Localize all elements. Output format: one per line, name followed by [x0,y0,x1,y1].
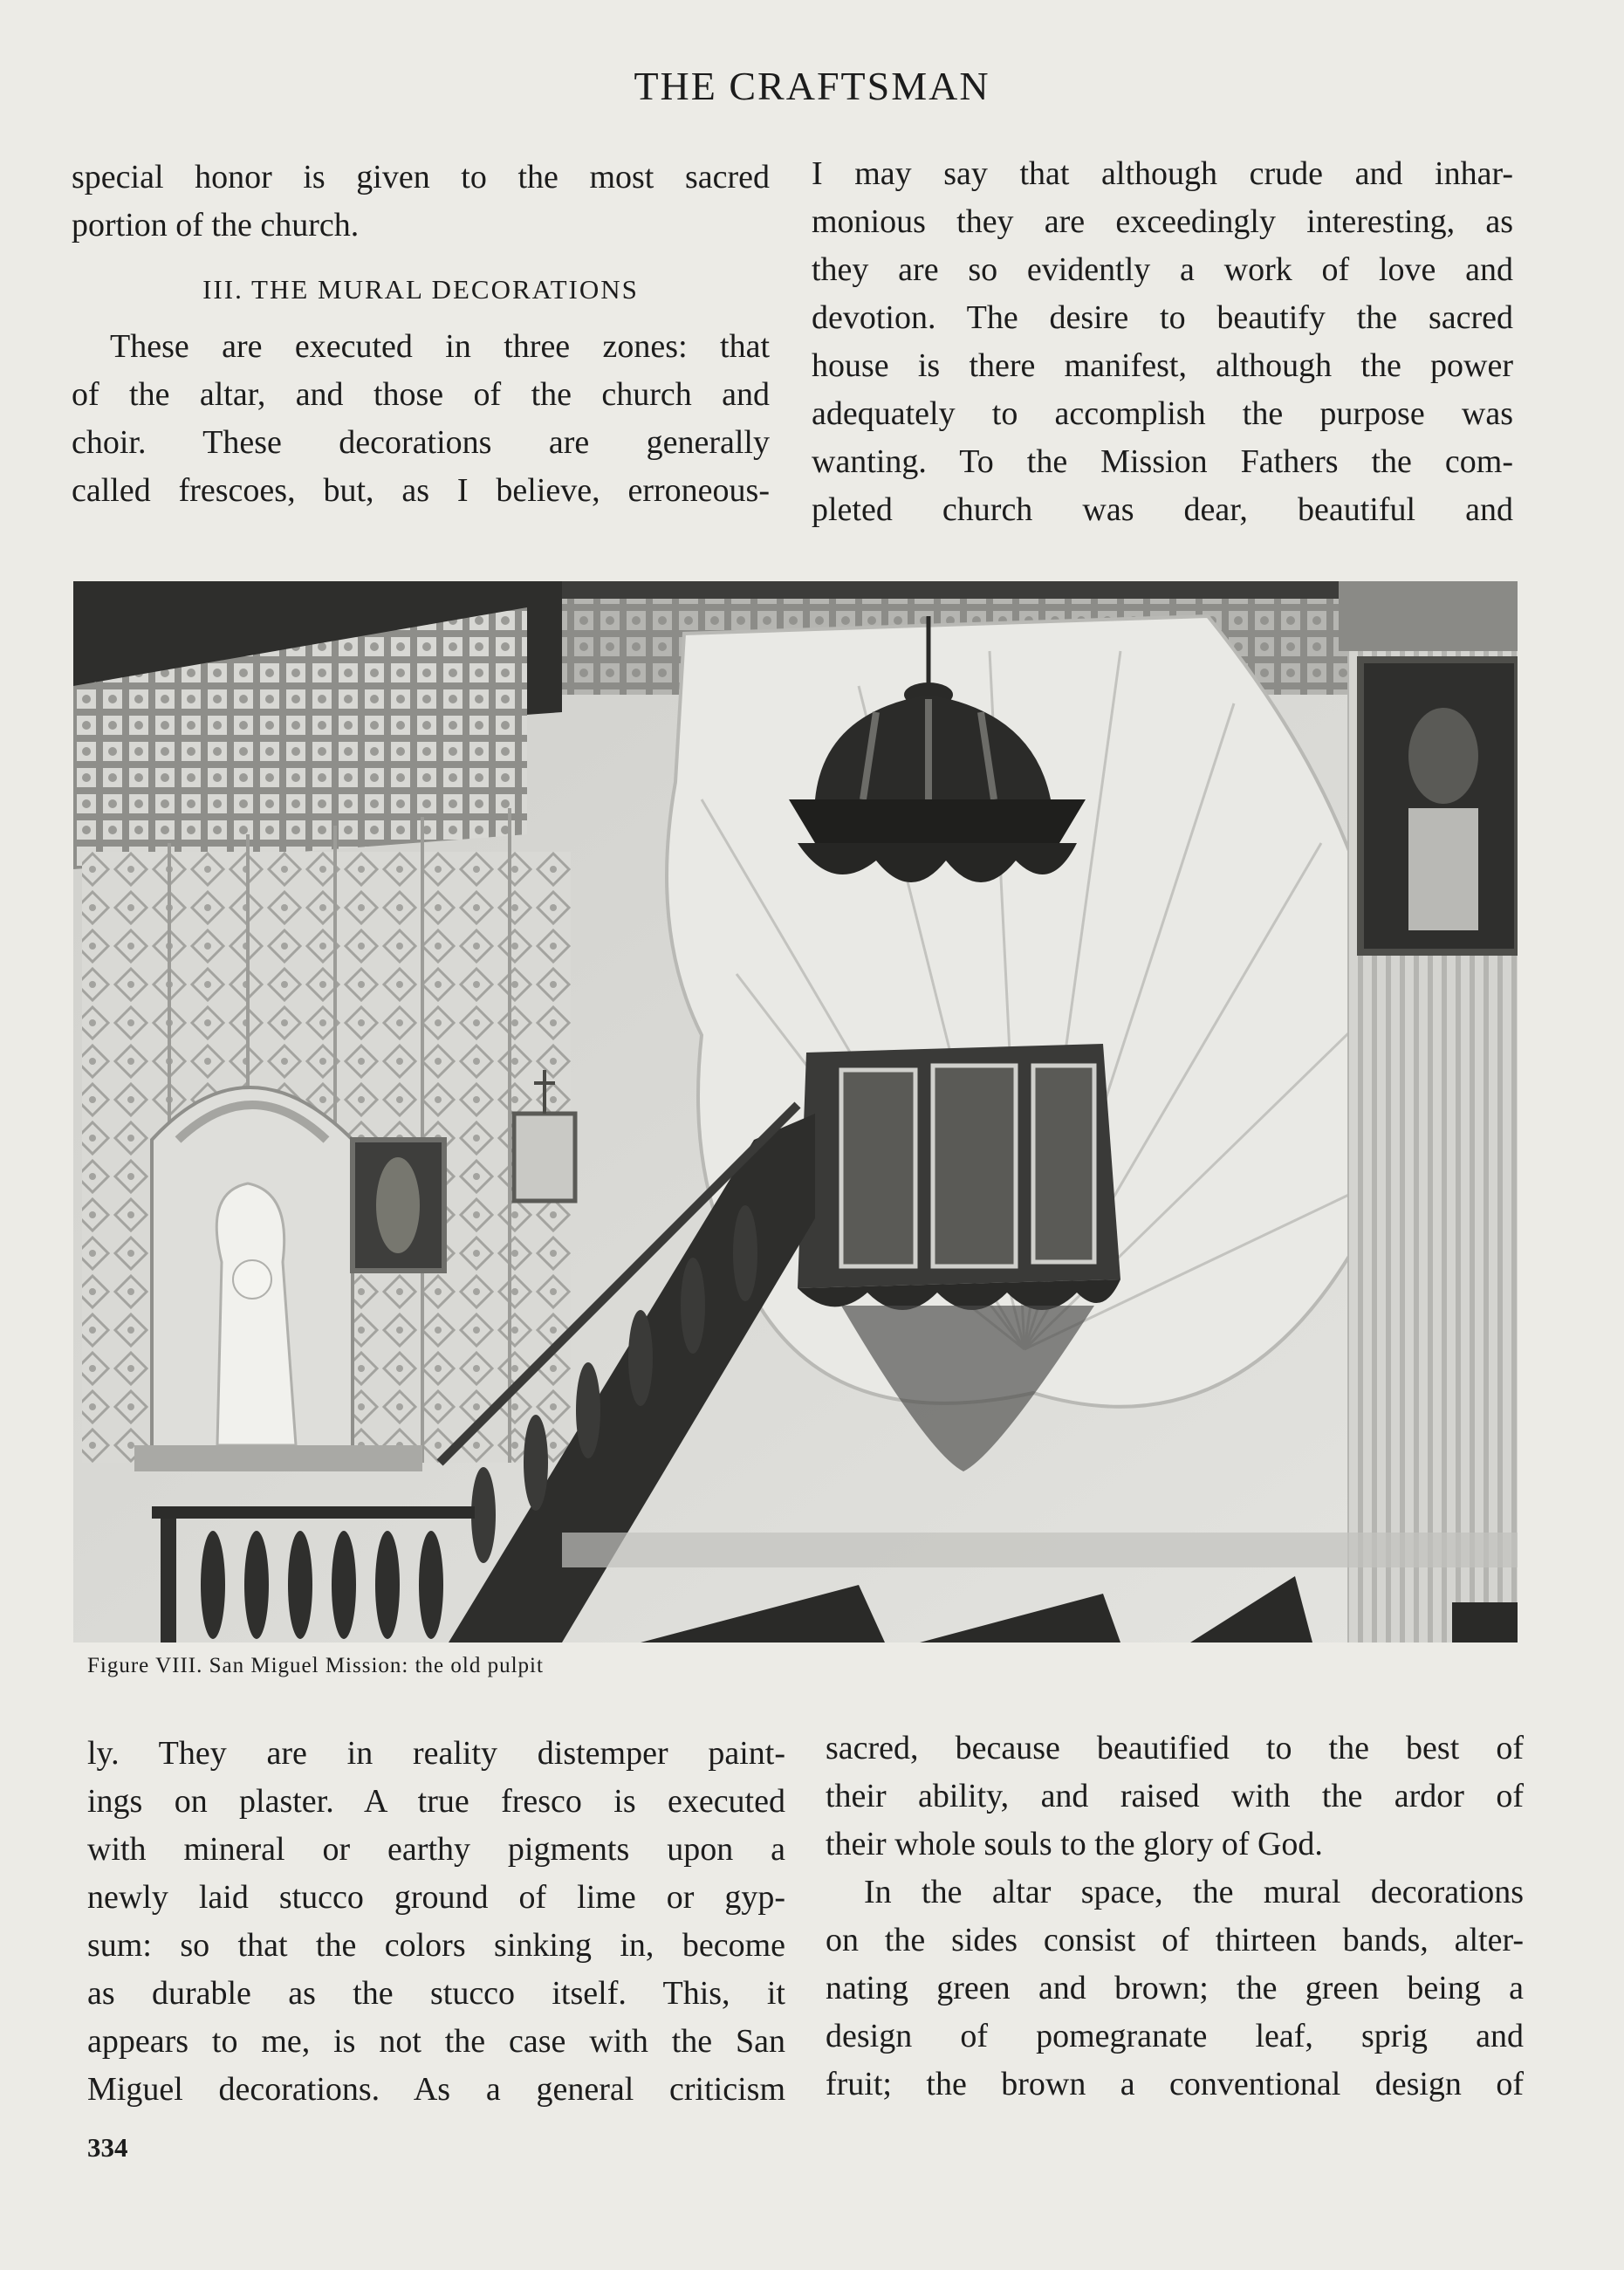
text-line: Miguel decorations. As a general criticism [87,2071,785,2108]
section-title: III. THE MURAL DECORATIONS [202,274,639,305]
text-line: their whole souls to the glory of God. [826,1826,1323,1862]
bottom-right-column [826,1725,1524,2109]
text-line: fruit; the brown a conventional design of [826,2066,1524,2102]
text-line: appears to me, is not the case with the San [87,2023,785,2060]
framed-print [514,1114,575,1201]
text-line: portion of the church. [72,207,360,243]
figure-photo-pulpit [73,581,1518,1642]
text-line: ings on plaster. A true fresco is executed [87,1783,785,1820]
text-line: of the altar, and those of the church and [72,376,770,413]
text-line: monious they are exceedingly interesting, as [812,203,1513,240]
text-line: design of pomegranate leaf, sprig and [826,2018,1524,2054]
text-line: sum: so that the colors sinking in, become [87,1927,785,1964]
text-line: These are executed in three zones: that [110,328,770,365]
pulpit-illustration [73,581,1518,1642]
text-line: their ability, and raised with the ardor of [826,1778,1524,1814]
text-line: with mineral or earthy pigments upon a [87,1831,785,1868]
text-line: I may say that although crude and inhar- [812,155,1513,192]
text-line: as durable as the stucco itself. This, it [87,1975,785,2012]
text-line: on the sides consist of thirteen bands, alter- [826,1922,1524,1958]
text-line: house is there manifest, although the power [812,347,1513,384]
text-line: devotion. The desire to beautify the sacred [812,299,1513,336]
page-number: 334 [87,2132,128,2163]
bottom-left-column [87,1730,785,2114]
top-right-column [812,150,1513,534]
text-line: nating green and brown; the green being a [826,1970,1524,2006]
text-line: special honor is given to the most sacred [72,159,770,195]
top-left-column [72,154,770,515]
text-line: called frescoes, but, as I believe, erroneous- [72,472,770,509]
text-line: adequately to accomplish the purpose was [812,395,1513,432]
text-line: ly. They are in reality distemper paint- [87,1735,785,1772]
text-line: sacred, because beautified to the best of [826,1730,1524,1766]
text-line: newly laid stucco ground of lime or gyp- [87,1879,785,1916]
text-line: choir. These decorations are generally [72,424,770,461]
figure-caption: Figure VIII. San Miguel Mission: the old pulpit [87,1654,544,1677]
running-title: THE CRAFTSMAN [634,64,990,108]
text-line: they are so evidently a work of love and [812,251,1513,288]
text-line: wanting. To the Mission Fathers the com- [812,443,1513,480]
statue [216,1183,296,1445]
text-line: In the altar space, the mural decorations [864,1874,1524,1910]
altar-rail [152,1506,475,1519]
text-line: pleted church was dear, beautiful and [812,491,1513,528]
